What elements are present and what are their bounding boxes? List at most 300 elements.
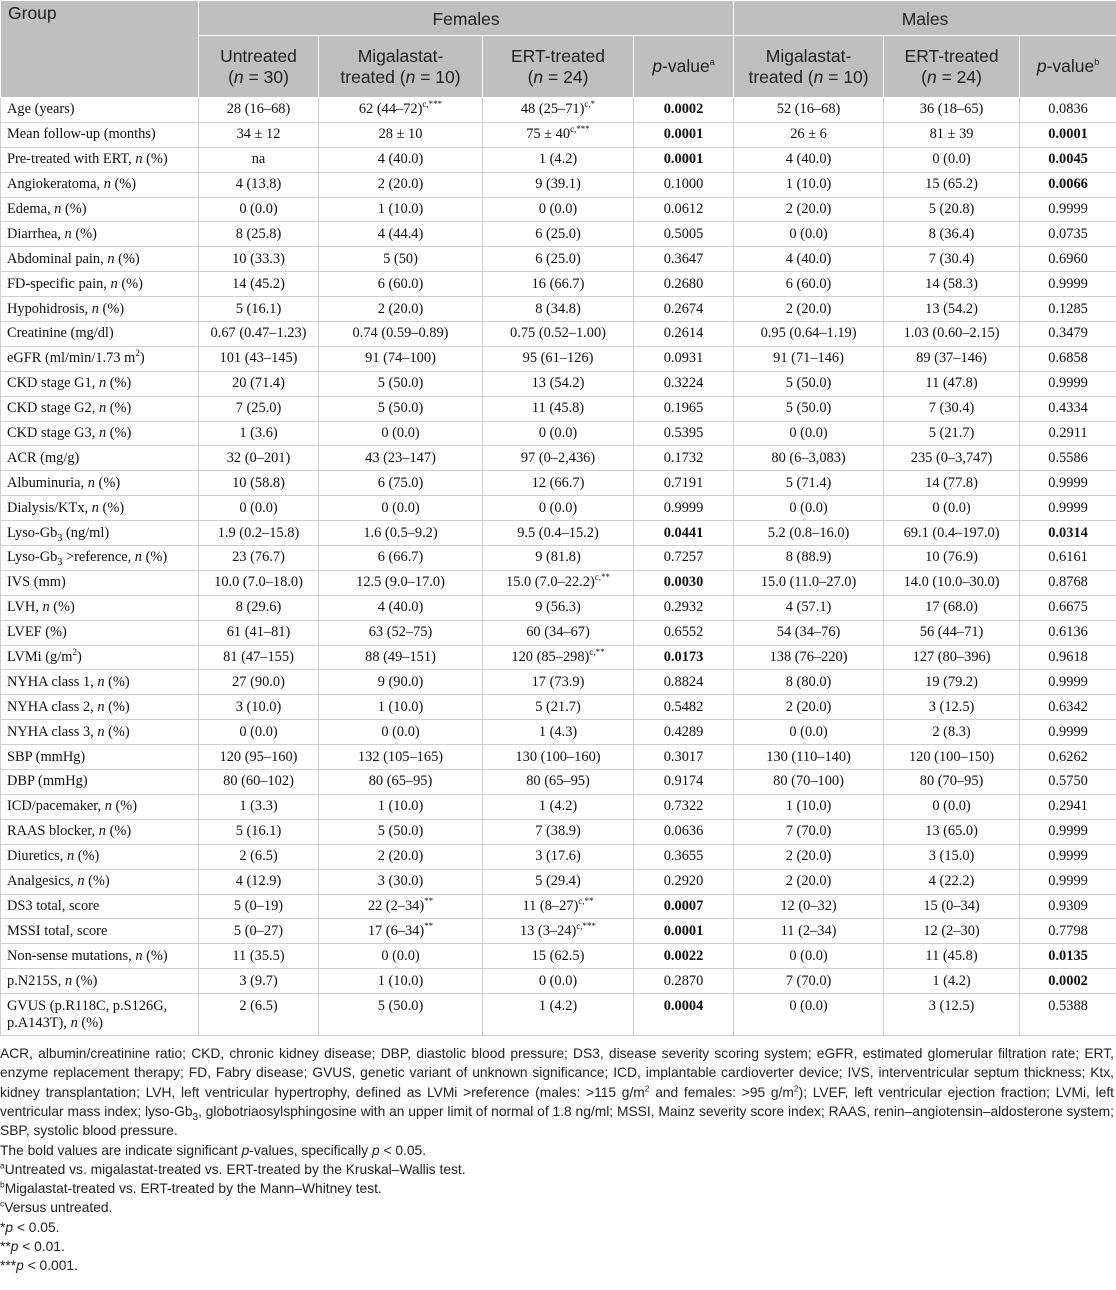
table-cell: 3 (30.0) — [319, 869, 483, 894]
table-cell: 17 (68.0) — [884, 595, 1020, 620]
row-label: ICD/pacemaker, n (%) — [1, 794, 199, 819]
table-cell: 5 (16.1) — [199, 819, 319, 844]
table-cell: 4 (57.1) — [734, 595, 884, 620]
table-cell: 0.7191 — [634, 471, 734, 496]
table-cell: 69.1 (0.4–197.0) — [884, 521, 1020, 546]
table-cell: 0 (0.0) — [734, 944, 884, 969]
table-row — [1, 172, 1116, 197]
table-cell: 11 (45.8) — [884, 944, 1020, 969]
table-cell: 0.3647 — [634, 247, 734, 272]
row-label: CKD stage G1, n (%) — [1, 371, 199, 396]
row-label: Non-sense mutations, n (%) — [1, 944, 199, 969]
table-row — [1, 496, 1116, 521]
table-cell: 8 (29.6) — [199, 595, 319, 620]
table-cell: 5 (0–27) — [199, 919, 319, 944]
table-cell: 0 (0.0) — [319, 720, 483, 745]
row-label: DS3 total, score — [1, 894, 199, 919]
table-cell: 0.9618 — [1020, 645, 1116, 670]
table-cell: 0.0002 — [1020, 969, 1116, 994]
table-cell: 0.8824 — [634, 670, 734, 695]
table-cell: 0.67 (0.47–1.23) — [199, 322, 319, 347]
table-cell: 0.9999 — [1020, 272, 1116, 297]
table-cell: 5 (50.0) — [734, 371, 884, 396]
table-cell: 130 (100–160) — [483, 745, 634, 770]
footnote: $^b$Migalastat-treated vs. ERT-treated by the Mann–Whitney test. — [0, 1179, 382, 1197]
row-label: CKD stage G3, n (%) — [1, 421, 199, 446]
table-cell: 34 ± 12 — [199, 122, 319, 147]
table-cell: 0 (0.0) — [884, 147, 1020, 172]
table-cell: 0.2941 — [1020, 794, 1116, 819]
table-cell: 0 (0.0) — [734, 222, 884, 247]
table-cell: 56 (44–71) — [884, 620, 1020, 645]
table-cell: 0.5482 — [634, 695, 734, 720]
table-cell: 7 (30.4) — [884, 247, 1020, 272]
row-label: Age (years) — [1, 98, 199, 123]
table-cell: 17 (73.9) — [483, 670, 634, 695]
table-cell: 0.9999 — [1020, 197, 1116, 222]
row-label: Abdominal pain, n (%) — [1, 247, 199, 272]
table-cell: 60 (34–67) — [483, 620, 634, 645]
table-cell: 7 (38.9) — [483, 819, 634, 844]
table-cell: 80 (70–100) — [734, 770, 884, 795]
row-label: Edema, n (%) — [1, 197, 199, 222]
table-cell: 1 (3.6) — [199, 421, 319, 446]
table-cell: 1 (10.0) — [319, 197, 483, 222]
table-row — [1, 620, 1116, 645]
table-cell: 5 (50.0) — [319, 371, 483, 396]
table-row — [1, 844, 1116, 869]
table-cell: 28 ± 10 — [319, 122, 483, 147]
table-cell: 1 (4.2) — [483, 794, 634, 819]
table-cell: 0.4334 — [1020, 396, 1116, 421]
table-cell: 0.5395 — [634, 421, 734, 446]
table-cell: 0.1285 — [1020, 297, 1116, 322]
row-label: Analgesics, n (%) — [1, 869, 199, 894]
table-cell: 0.0612 — [634, 197, 734, 222]
table-row — [1, 147, 1116, 172]
table-cell: 80 (65–95) — [483, 770, 634, 795]
group-header: Group — [1, 1, 199, 98]
table-cell: 6 (25.0) — [483, 222, 634, 247]
table-cell: 2 (20.0) — [734, 695, 884, 720]
table-row — [1, 346, 1116, 371]
table-cell: 0.9174 — [634, 770, 734, 795]
table-cell: 14 (58.3) — [884, 272, 1020, 297]
col-header-female-migalastat: Migalastat- treated (n = 10) — [319, 36, 483, 98]
table-row — [1, 794, 1116, 819]
table-cell: 8 (25.8) — [199, 222, 319, 247]
row-label: FD-specific pain, n (%) — [1, 272, 199, 297]
table-cell: 5 (50) — [319, 247, 483, 272]
row-label: LVH, n (%) — [1, 595, 199, 620]
table-cell: 0 (0.0) — [199, 496, 319, 521]
table-cell: 15 (65.2) — [884, 172, 1020, 197]
table-cell: 4 (44.4) — [319, 222, 483, 247]
table-cell: 14.0 (10.0–30.0) — [884, 570, 1020, 595]
table-cell: 61 (41–81) — [199, 620, 319, 645]
table-cell: 0.0045 — [1020, 147, 1116, 172]
table-cell: 5 (50.0) — [319, 819, 483, 844]
table-cell: 0.6675 — [1020, 595, 1116, 620]
row-label: IVS (mm) — [1, 570, 199, 595]
table-cell: 0.6960 — [1020, 247, 1116, 272]
table-cell: 0.5388 — [1020, 994, 1116, 1036]
table-cell: 3 (17.6) — [483, 844, 634, 869]
table-cell: 28 (16–68) — [199, 98, 319, 123]
table-cell: 80 (60–102) — [199, 770, 319, 795]
table-cell: 0.0735 — [1020, 222, 1116, 247]
table-row — [1, 371, 1116, 396]
table-row — [1, 745, 1116, 770]
table-row — [1, 322, 1116, 347]
table-cell: 0 (0.0) — [483, 969, 634, 994]
table-row — [1, 894, 1116, 919]
table-cell: 2 (20.0) — [734, 297, 884, 322]
table-cell: 15.0 $(7.0-22.2)^{c,**}$ — [483, 570, 634, 595]
table-cell: 95 (61–126) — [483, 346, 634, 371]
table-cell: 0.7798 — [1020, 919, 1116, 944]
table-cell: 5 (21.7) — [884, 421, 1020, 446]
table-cell: 0.7257 — [634, 546, 734, 571]
table-cell: 12 (66.7) — [483, 471, 634, 496]
table-cell: 1 (4.3) — [483, 720, 634, 745]
table-cell: 0 (0.0) — [483, 197, 634, 222]
table-cell: 0.5586 — [1020, 446, 1116, 471]
table-cell: 1 (4.2) — [483, 147, 634, 172]
table-cell: 91 (74–100) — [319, 346, 483, 371]
table-cell: 2 (20.0) — [319, 844, 483, 869]
table-cell: 2 (20.0) — [734, 844, 884, 869]
table-cell: 9 (90.0) — [319, 670, 483, 695]
table-cell: 5 (50.0) — [734, 396, 884, 421]
row-label: CKD stage G2, n (%) — [1, 396, 199, 421]
table-cell: 3 (15.0) — [884, 844, 1020, 869]
table-row — [1, 695, 1116, 720]
table-cell: 8 (34.8) — [483, 297, 634, 322]
table-cell: 9 (81.8) — [483, 546, 634, 571]
table-cell: 15 (0–34) — [884, 894, 1020, 919]
table-cell: 4 (22.2) — [884, 869, 1020, 894]
table-cell: 0.0066 — [1020, 172, 1116, 197]
table-cell: 88 (49–151) — [319, 645, 483, 670]
table-cell: 11 (45.8) — [483, 396, 634, 421]
table-cell: 4 (40.0) — [319, 595, 483, 620]
table-cell: 1 (4.2) — [483, 994, 634, 1036]
table-cell: 120 (95–160) — [199, 745, 319, 770]
table-row — [1, 819, 1116, 844]
table-cell: 0.9999 — [1020, 844, 1116, 869]
table-cell: 20 (71.4) — [199, 371, 319, 396]
table-cell: 0.5005 — [634, 222, 734, 247]
table-row — [1, 770, 1116, 795]
table-cell: 1.6 (0.5–9.2) — [319, 521, 483, 546]
col-header-male-ert: ERT-treated (n = 24) — [884, 36, 1020, 98]
table-cell: 1 (4.2) — [884, 969, 1020, 994]
table-cell: 0.0002 — [634, 98, 734, 123]
table-cell: 4 (40.0) — [734, 247, 884, 272]
footnote: ***p < 0.001. — [0, 1258, 78, 1274]
table-cell: 0.6161 — [1020, 546, 1116, 571]
table-cell: 13 $(3-24)^{c,***}$ — [483, 919, 634, 944]
table-cell: 132 (105–165) — [319, 745, 483, 770]
table-cell: 0.0836 — [1020, 98, 1116, 123]
table-cell: 0.0007 — [634, 894, 734, 919]
table-cell: 6 (25.0) — [483, 247, 634, 272]
row-label: Diarrhea, n (%) — [1, 222, 199, 247]
table-cell: 0.6858 — [1020, 346, 1116, 371]
table-cell: 0.0001 — [634, 147, 734, 172]
table-row — [1, 197, 1116, 222]
table-cell: 10 (76.9) — [884, 546, 1020, 571]
table-row — [1, 994, 1116, 1036]
table-cell: 5 (21.7) — [483, 695, 634, 720]
table-cell: 9.5 (0.4–15.2) — [483, 521, 634, 546]
table-cell: 0.0314 — [1020, 521, 1116, 546]
table-cell: 23 (76.7) — [199, 546, 319, 571]
table-cell: 97 (0–2,436) — [483, 446, 634, 471]
table-cell: 1.9 (0.2–15.8) — [199, 521, 319, 546]
table-cell: 1.03 (0.60–2.15) — [884, 322, 1020, 347]
row-label: Lyso-$Gb_3$ >reference, n (%) — [1, 546, 199, 571]
table-cell: 2 (20.0) — [319, 172, 483, 197]
table-cell: 0.9999 — [1020, 471, 1116, 496]
row-label: Albuminuria, n (%) — [1, 471, 199, 496]
table-cell: 0.3655 — [634, 844, 734, 869]
table-cell: 0.0636 — [634, 819, 734, 844]
table-cell: 138 (76–220) — [734, 645, 884, 670]
table-cell: 81 ± 39 — [884, 122, 1020, 147]
row-label: DBP (mmHg) — [1, 770, 199, 795]
table-cell: 0.0441 — [634, 521, 734, 546]
table-cell: 0 (0.0) — [319, 496, 483, 521]
table-cell: 0.8768 — [1020, 570, 1116, 595]
table-row — [1, 122, 1116, 147]
table-cell: 52 (16–68) — [734, 98, 884, 123]
row-label: Angiokeratoma, n (%) — [1, 172, 199, 197]
table-cell: 0.0173 — [634, 645, 734, 670]
table-cell: 0.9999 — [1020, 496, 1116, 521]
table-cell: 36 (18–65) — [884, 98, 1020, 123]
bold-values-note: The bold values are indicate significant p-values, specifically p < 0.05. — [0, 1142, 427, 1158]
table-cell: 130 (110–140) — [734, 745, 884, 770]
row-label: NYHA class 1, n (%) — [1, 670, 199, 695]
table-cell: 0 (0.0) — [734, 720, 884, 745]
table-cell: 0.1965 — [634, 396, 734, 421]
table-cell: 0.0135 — [1020, 944, 1116, 969]
table-cell: 2 (6.5) — [199, 844, 319, 869]
females-header: Females — [199, 1, 734, 36]
table-cell: 11 $(8-27)^{c,**}$ — [483, 894, 634, 919]
table-cell: 0.4289 — [634, 720, 734, 745]
males-header: Males — [734, 1, 1116, 36]
table-row — [1, 969, 1116, 994]
col-header-male-migalastat: Migalastat- treated (n = 10) — [734, 36, 884, 98]
table-cell: 5 (50.0) — [319, 994, 483, 1036]
table-cell: 4 (13.8) — [199, 172, 319, 197]
table-cell: 6 (66.7) — [319, 546, 483, 571]
row-label: LVEF (%) — [1, 620, 199, 645]
table-cell: 3 (9.7) — [199, 969, 319, 994]
table-cell: 7 (70.0) — [734, 969, 884, 994]
table-cell: 62 $(44-72)^{c,***}$ — [319, 98, 483, 123]
table-cell: 7 (25.0) — [199, 396, 319, 421]
row-label: p.N215S, n (%) — [1, 969, 199, 994]
table-cell: 1 (10.0) — [734, 794, 884, 819]
table-cell: 0.1732 — [634, 446, 734, 471]
table-cell: 54 (34–76) — [734, 620, 884, 645]
table-cell: 120 (100–150) — [884, 745, 1020, 770]
table-cell: 5 (16.1) — [199, 297, 319, 322]
row-label: SBP (mmHg) — [1, 745, 199, 770]
table-cell: 12 (2–30) — [884, 919, 1020, 944]
table-cell: 1 (3.3) — [199, 794, 319, 819]
row-label: NYHA class 3, n (%) — [1, 720, 199, 745]
table-row — [1, 645, 1116, 670]
table-cell: 0.9999 — [1020, 869, 1116, 894]
table-cell: na — [199, 147, 319, 172]
row-label: MSSI total, score — [1, 919, 199, 944]
table-cell: 0.9999 — [1020, 720, 1116, 745]
table-cell: 2 (6.5) — [199, 994, 319, 1036]
col-header-female-ert: ERT-treated (n = 24) — [483, 36, 634, 98]
table-cell: 22 (2–34)** — [319, 894, 483, 919]
table-cell: 13 (65.0) — [884, 819, 1020, 844]
footnote: $^c$Versus untreated. — [0, 1198, 113, 1216]
table-cell: 6 (60.0) — [319, 272, 483, 297]
table-row — [1, 396, 1116, 421]
table-cell: 0.9999 — [1020, 819, 1116, 844]
row-label: LVMi $(g/m^2)$ — [1, 645, 199, 670]
table-cell: 0.5750 — [1020, 770, 1116, 795]
table-cell: 0.3479 — [1020, 322, 1116, 347]
table-cell: 0.2932 — [634, 595, 734, 620]
table-cell: 2 (20.0) — [734, 197, 884, 222]
table-cell: 0 (0.0) — [734, 421, 884, 446]
table-cell: 3 (12.5) — [884, 994, 1020, 1036]
row-label: ACR (mg/g) — [1, 446, 199, 471]
table-cell: 1 (10.0) — [319, 695, 483, 720]
footnote: $^a$Untreated vs. migalastat-treated vs. ERT-treated by the Kruskal–Wallis test. — [0, 1160, 466, 1177]
table-cell: 14 (45.2) — [199, 272, 319, 297]
table-cell: 9 (39.1) — [483, 172, 634, 197]
table-cell: 0.0931 — [634, 346, 734, 371]
table-cell: 80 (70–95) — [884, 770, 1020, 795]
table-footnotes — [0, 1036, 1116, 1276]
table-cell: 1 (10.0) — [319, 794, 483, 819]
table-cell: 16 (66.7) — [483, 272, 634, 297]
table-row — [1, 247, 1116, 272]
table-cell: 80 (65–95) — [319, 770, 483, 795]
table-cell: 0.9999 — [634, 496, 734, 521]
table-row — [1, 570, 1116, 595]
table-cell: 15 (62.5) — [483, 944, 634, 969]
row-label: eGFR (ml/min/1.73 $m^2$) — [1, 346, 199, 371]
table-cell: 0.74 (0.59–0.89) — [319, 322, 483, 347]
table-row — [1, 944, 1116, 969]
table-cell: 0 (0.0) — [199, 197, 319, 222]
table-row — [1, 272, 1116, 297]
table-cell: 0.75 (0.52–1.00) — [483, 322, 634, 347]
table-cell: 0 (0.0) — [199, 720, 319, 745]
table-cell: 15.0 (11.0–27.0) — [734, 570, 884, 595]
table-cell: 0.6552 — [634, 620, 734, 645]
table-cell: 127 (80–396) — [884, 645, 1020, 670]
table-cell: 11 (2–34) — [734, 919, 884, 944]
table-cell: 1 (10.0) — [319, 969, 483, 994]
table-cell: $75 \pm 40^{c,***}$ — [483, 122, 634, 147]
table-cell: 5.2 (0.8–16.0) — [734, 521, 884, 546]
table-cell: 0 (0.0) — [884, 496, 1020, 521]
table-row — [1, 446, 1116, 471]
table-cell: 0.1000 — [634, 172, 734, 197]
table-cell: 81 (47–155) — [199, 645, 319, 670]
footnote: **p < 0.01. — [0, 1239, 65, 1255]
table-cell: 0.9309 — [1020, 894, 1116, 919]
row-label: Diuretics, n (%) — [1, 844, 199, 869]
table-cell: 0.0004 — [634, 994, 734, 1036]
table-cell: 9 (56.3) — [483, 595, 634, 620]
table-cell: 13 (54.2) — [483, 371, 634, 396]
table-cell: 1 (10.0) — [734, 172, 884, 197]
table-cell: 10 (58.8) — [199, 471, 319, 496]
table-cell: 0.2680 — [634, 272, 734, 297]
footnote: *p < 0.05. — [0, 1219, 60, 1235]
table-row — [1, 421, 1116, 446]
table-row — [1, 297, 1116, 322]
table-cell: 0.6136 — [1020, 620, 1116, 645]
table-cell: 19 (79.2) — [884, 670, 1020, 695]
table-cell: 0 (0.0) — [319, 944, 483, 969]
table-cell: 63 (52–75) — [319, 620, 483, 645]
table-cell: 11 (47.8) — [884, 371, 1020, 396]
table-cell: 0.2674 — [634, 297, 734, 322]
col-header-male-pvalue: p-value$^b$ — [1020, 36, 1116, 98]
table-cell: 235 (0–3,747) — [884, 446, 1020, 471]
table-cell: 8 (88.9) — [734, 546, 884, 571]
table-cell: 8 (80.0) — [734, 670, 884, 695]
table-cell: 0.95 (0.64–1.19) — [734, 322, 884, 347]
table-cell: 2 (20.0) — [734, 869, 884, 894]
table-cell: 43 (23–147) — [319, 446, 483, 471]
table-cell: 3 (12.5) — [884, 695, 1020, 720]
table-cell: 0 (0.0) — [319, 421, 483, 446]
row-label: NYHA class 2, n (%) — [1, 695, 199, 720]
table-cell: 14 (77.8) — [884, 471, 1020, 496]
table-row — [1, 670, 1116, 695]
table-cell: 7 (70.0) — [734, 819, 884, 844]
table-cell: 8 (36.4) — [884, 222, 1020, 247]
table-cell: 0.6262 — [1020, 745, 1116, 770]
table-row — [1, 720, 1116, 745]
row-label: GVUS (p.R118C, p.S126G, p.A143T), n (%) — [1, 994, 199, 1036]
table-cell: 26 ± 6 — [734, 122, 884, 147]
table-cell: 0.0030 — [634, 570, 734, 595]
table-cell: 12 (0–32) — [734, 894, 884, 919]
row-label: Hypohidrosis, n (%) — [1, 297, 199, 322]
table-row — [1, 521, 1116, 546]
table-body — [1, 98, 1116, 1036]
table-cell: 0 (0.0) — [734, 994, 884, 1036]
table-cell: 32 (0–201) — [199, 446, 319, 471]
table-cell: 10 (33.3) — [199, 247, 319, 272]
table-header — [1, 1, 1116, 98]
table-cell: 120 $(85-298)^{c,**}$ — [483, 645, 634, 670]
table-cell: 4 (12.9) — [199, 869, 319, 894]
table-cell: 5 (20.8) — [884, 197, 1020, 222]
footnote-list — [0, 1160, 1114, 1276]
table-cell: 11 (35.5) — [199, 944, 319, 969]
table-cell: 89 (37–146) — [884, 346, 1020, 371]
